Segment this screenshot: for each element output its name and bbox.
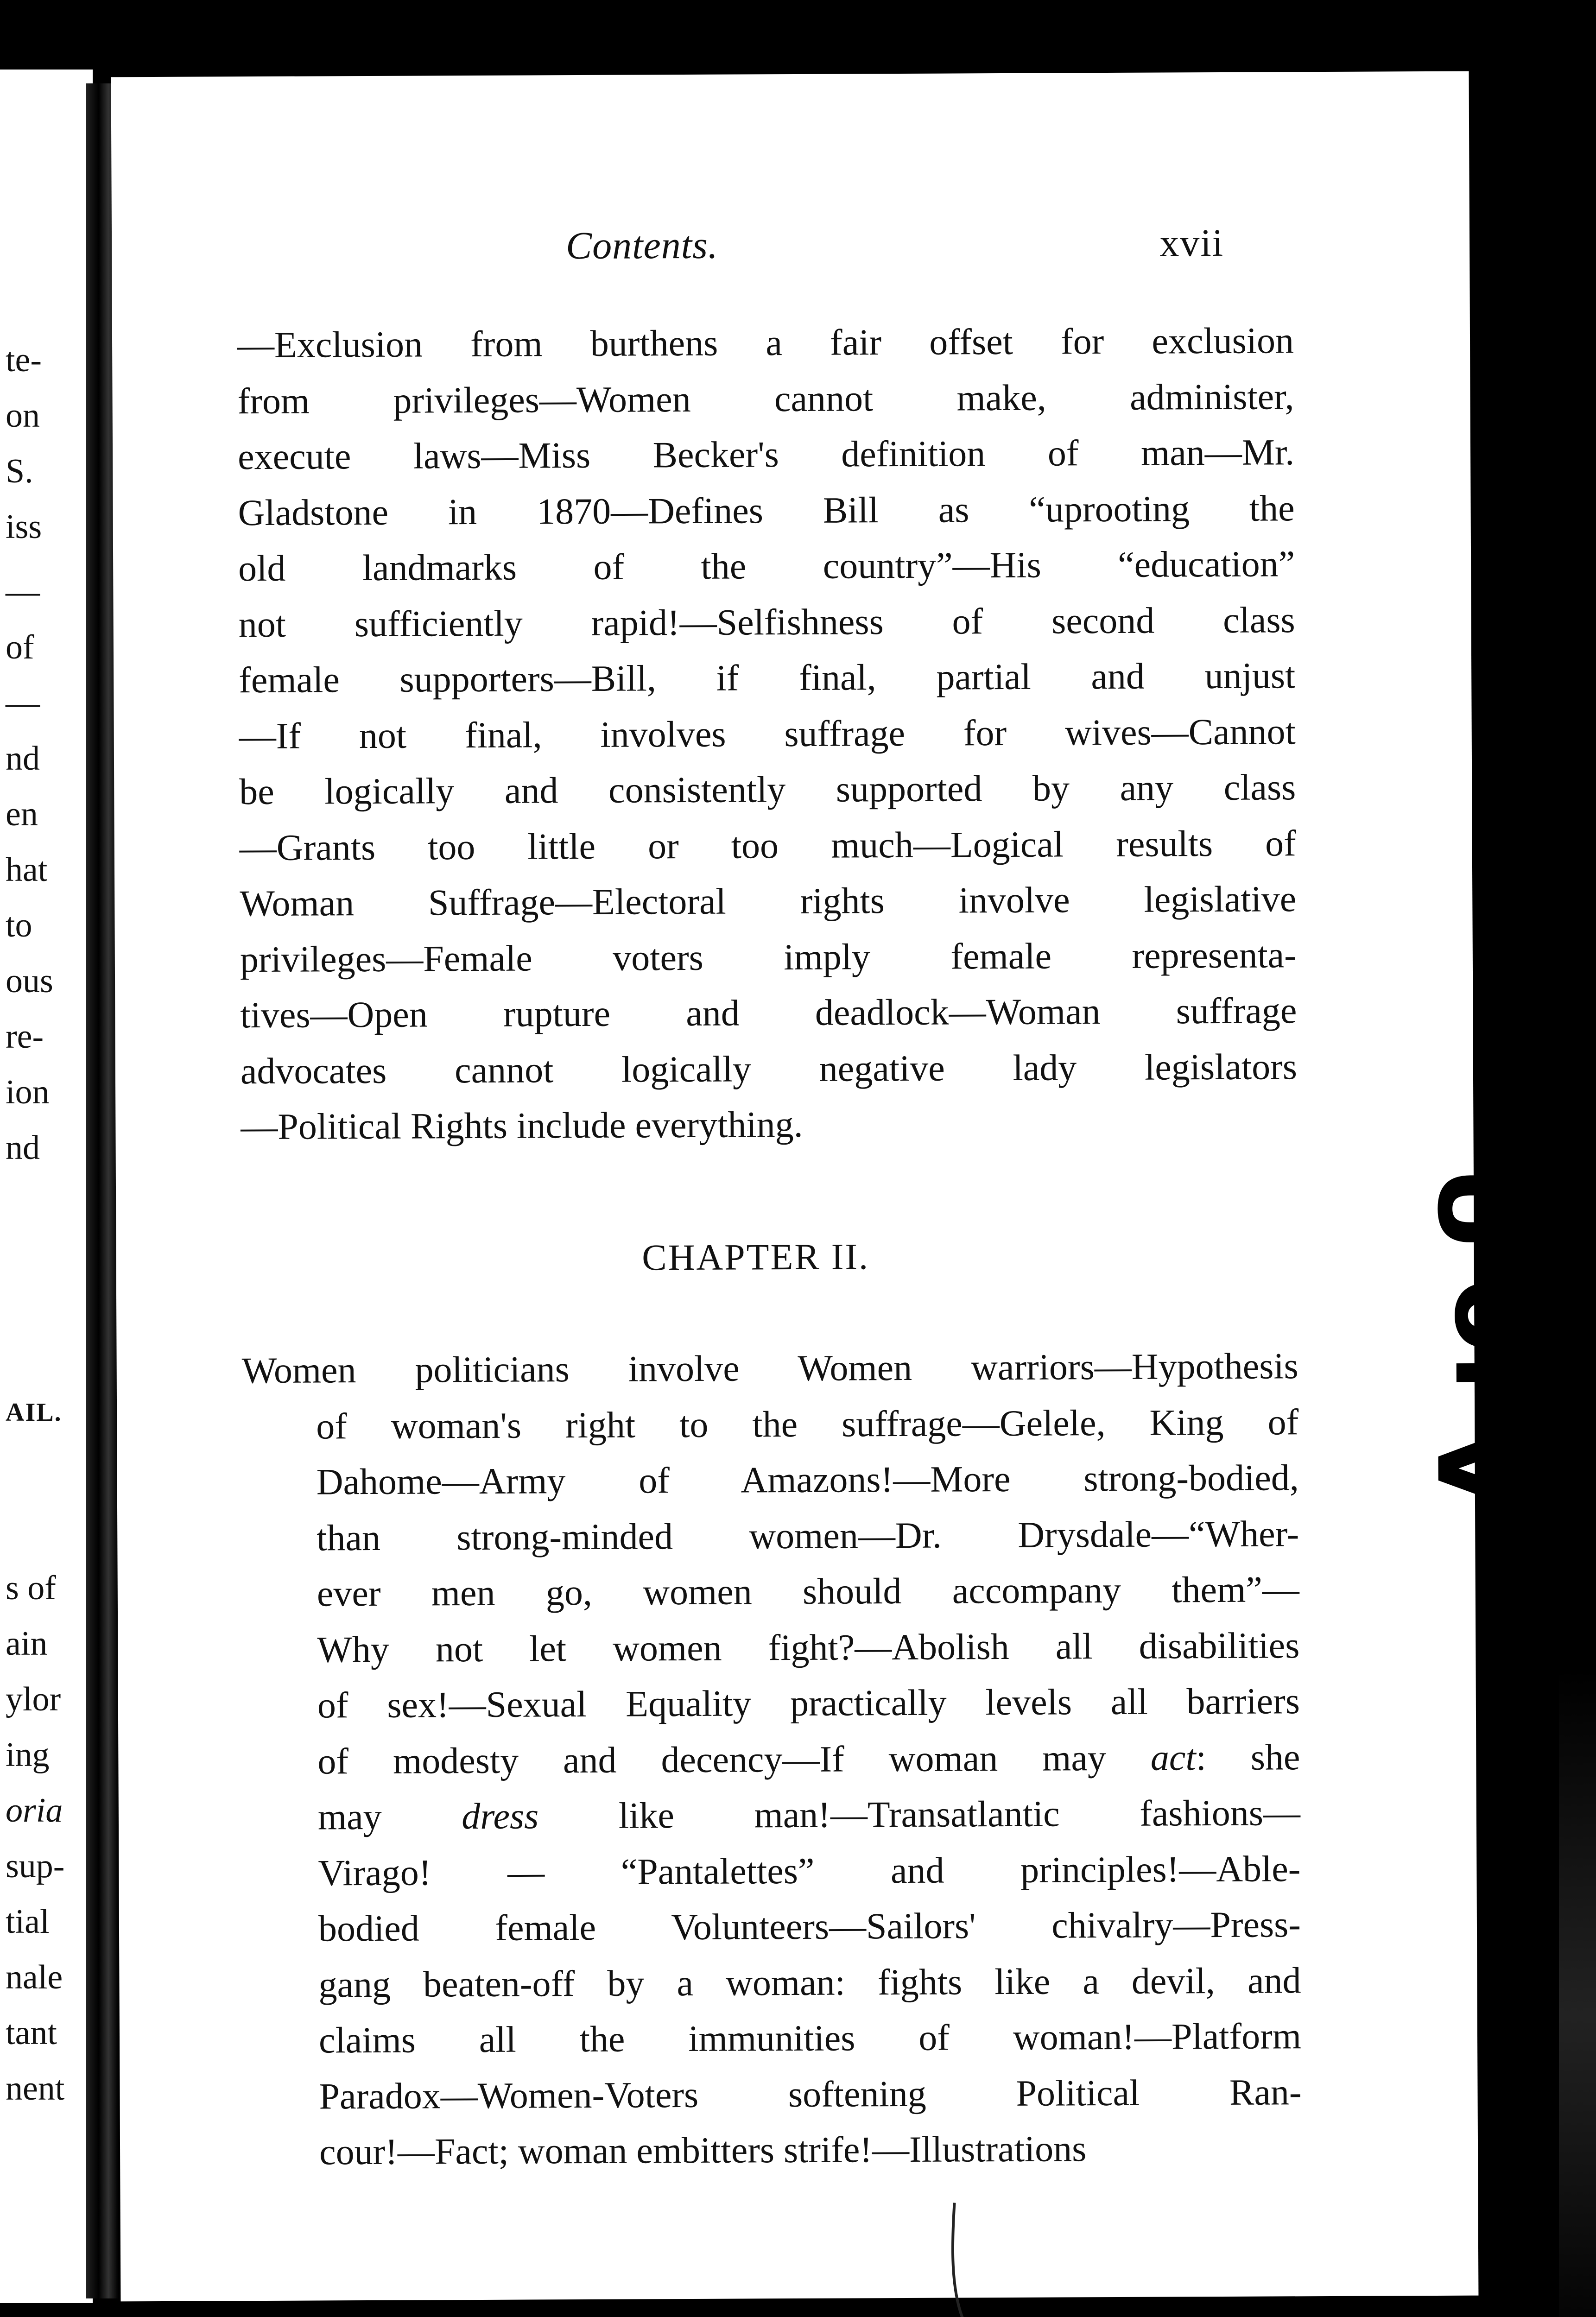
stamp-letter: V xyxy=(1412,1427,1537,1510)
margin-fragment: — xyxy=(6,684,40,722)
text-line: ever men go, women should accompany them”— xyxy=(317,1569,1299,1614)
text-line: —If not final, involves suffrage for wives—Cannot xyxy=(239,711,1296,757)
chapter-two-summary xyxy=(241,1338,1302,2180)
text-line: of sex!—Sexual Equality practically levels all barriers xyxy=(317,1681,1300,1726)
book-page xyxy=(111,71,1555,2302)
margin-fragment: s of xyxy=(6,1569,56,1607)
text-line: female supporters—Bill, if final, partial and unjust xyxy=(239,655,1296,701)
text-line: cour!—Fact; woman embitters strife!—Illustrations xyxy=(319,2128,1087,2173)
text-line: gang beaten-off by a woman: fights like a devil, and xyxy=(318,1960,1301,2005)
text-line: Why not let women fight?—Abolish all disabilities xyxy=(317,1625,1300,1671)
margin-fragment: nd xyxy=(6,740,40,778)
margin-fragment: hat xyxy=(6,851,48,889)
text-line: of woman's right to the suffrage—Gelele, King of xyxy=(316,1401,1299,1447)
margin-fragment: en xyxy=(6,795,38,833)
margin-fragment: nale xyxy=(6,1958,63,1996)
margin-fragment: to xyxy=(6,906,32,944)
running-title: Contents. xyxy=(565,223,719,268)
margin-fragment: ylor xyxy=(6,1680,61,1718)
margin-fragment: — xyxy=(6,573,40,611)
page-edge-shadow xyxy=(1559,1668,1596,2317)
facing-page-fragment xyxy=(0,70,93,2303)
chapter-one-summary xyxy=(237,313,1298,1155)
text-line: Dahome—Army of Amazons!—More strong-bodied, xyxy=(316,1457,1299,1503)
margin-fragment: ain xyxy=(6,1625,48,1663)
text-line: Women politicians involve Women warriors—Hypothesis xyxy=(241,1346,1298,1392)
margin-fragment: ion xyxy=(6,1073,50,1111)
margin-fragment: nent xyxy=(6,2070,65,2108)
stamp-letter: of xyxy=(1430,1278,1555,1399)
text-line: —Political Rights include everything. xyxy=(241,1104,803,1148)
page-header xyxy=(112,220,1469,281)
margin-fragment: nd xyxy=(6,1129,40,1167)
text-line: Gladstone in 1870—Defines Bill as “uprooting the xyxy=(238,487,1295,533)
margin-fragment: S. xyxy=(6,452,33,490)
text-line: from privileges—Women cannot make, administer, xyxy=(237,376,1294,422)
margin-fragment: of xyxy=(6,628,34,666)
text-line: privileges—Female voters imply female representa- xyxy=(240,934,1297,980)
text-line: claims all the immunities of woman!—Platform xyxy=(318,2016,1302,2061)
stamp-letter: U xyxy=(1413,1165,1538,1253)
library-stamp xyxy=(1413,1137,1554,1554)
text-line: —Exclusion from burthens a fair offset for exclusion xyxy=(237,320,1294,366)
margin-fragment: te- xyxy=(6,341,42,379)
text-line: Woman Suffrage—Electoral rights involve legislative xyxy=(240,879,1297,924)
text-line: of modesty and decency—If woman may act: she xyxy=(317,1736,1300,1782)
margin-fragment: ous xyxy=(6,962,53,1000)
margin-fragment: tant xyxy=(6,2014,57,2052)
text-line: —Grants too little or too much—Logical results of xyxy=(239,823,1296,868)
contents-text xyxy=(237,313,1302,2180)
text-line: Virago! — “Pantalettes” and principles!—Able- xyxy=(318,1848,1301,1894)
text-line: advocates cannot logically negative lady legislators xyxy=(240,1046,1298,1092)
text-line: old landmarks of the country”—His “education” xyxy=(238,544,1295,589)
chapter-heading: CHAPTER II. xyxy=(642,1236,870,1278)
margin-fragment: on xyxy=(6,397,40,435)
text-line: may dress like man!—Transatlantic fashions— xyxy=(317,1792,1301,1838)
margin-fragment: oria xyxy=(6,1792,63,1830)
text-line: be logically and consistently supported by any class xyxy=(239,767,1296,813)
text-line: Paradox—Women-Voters softening Political Ran- xyxy=(319,2071,1302,2117)
page-number: xvii xyxy=(1159,221,1224,265)
margin-fragment: sup- xyxy=(6,1847,65,1885)
margin-fragment: iss xyxy=(6,508,42,546)
text-line: tives—Open rupture and deadlock—Woman suffrage xyxy=(240,990,1297,1036)
margin-fragment: tial xyxy=(6,1903,50,1941)
margin-fragment: AIL. xyxy=(6,1398,62,1427)
text-line: execute laws—Miss Becker's definition of man—Mr. xyxy=(237,432,1295,478)
margin-fragment: re- xyxy=(6,1018,44,1056)
text-line: than strong-minded women—Dr. Drysdale—“Wher- xyxy=(317,1513,1299,1559)
pencil-mark xyxy=(950,2200,1025,2317)
text-line: not sufficiently rapid!—Selfishness of second class xyxy=(238,599,1295,645)
margin-fragment: ing xyxy=(6,1736,50,1774)
text-line: bodied female Volunteers—Sailors' chivalry—Press- xyxy=(318,1904,1301,1950)
